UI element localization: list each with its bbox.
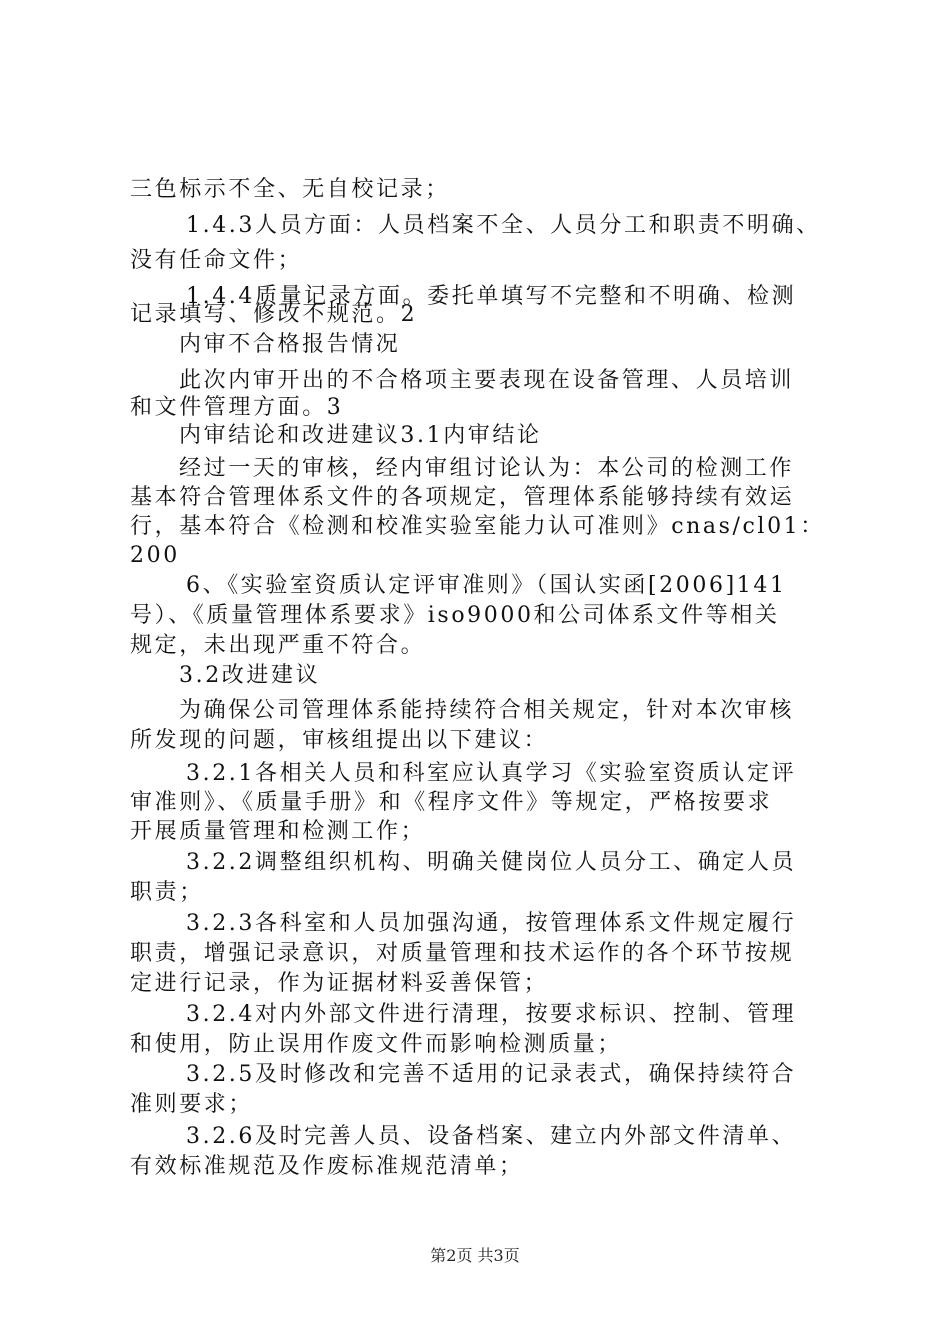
text-line: 和使用，防止误用作废文件而影响检测质量； [130, 1032, 623, 1057]
text-line: 号）、《质量管理体系要求》iso9000和公司体系文件等相关 [130, 603, 780, 628]
page-number-footer: 第2页 共3页 [430, 1246, 520, 1265]
text-line: 规定，未出现严重不符合。 [130, 633, 426, 658]
text-line: 定进行记录，作为证据材料妥善保管； [130, 971, 549, 996]
text-line: 经过一天的审核，经内审组讨论认为：本公司的检测工作 [179, 456, 795, 481]
text-line: 6、《实验室资质认定评审准则》（国认实函[2006]141 [186, 573, 787, 598]
text-line: 和文件管理方面。3 [130, 395, 344, 420]
text-line: 准则要求； [130, 1092, 254, 1117]
text-line: 1.4.4质量记录方面。委托单填写不完整和不明确、检测 [186, 284, 797, 309]
text-line: 3.2.1各相关人员和科室应认真学习《实验室资质认定评 [186, 761, 797, 786]
text-line: 3.2改进建议 [179, 663, 321, 688]
text-line: 内审不合格报告情况 [179, 332, 401, 357]
text-line: 3.2.6及时完善人员、设备档案、建立内外部文件清单、 [186, 1124, 797, 1149]
text-line: 没有任命文件； [130, 248, 303, 273]
text-line: 3.2.4对内外部文件进行清理，按要求标识、控制、管理 [186, 1002, 797, 1027]
text-line: 3.2.5及时修改和完善不适用的记录表式，确保持续符合 [186, 1062, 797, 1087]
text-line: 3.2.2调整组织机构、明确关健岗位人员分工、确定人员 [186, 850, 797, 875]
text-line: 1.4.3人员方面：人员档案不全、人员分工和职责不明确、 [186, 213, 821, 238]
text-line: 三色标示不全、无自校记录； [130, 177, 450, 202]
text-line: 职责； [130, 880, 204, 905]
text-line: 此次内审开出的不合格项主要表现在设备管理、人员培训 [179, 368, 795, 393]
text-line: 基本符合管理体系文件的各项规定，管理体系能够持续有效运 [130, 485, 795, 510]
text-line: 记录填写、修改不规范。2 [130, 302, 418, 327]
text-line: 开展质量管理和检测工作； [130, 819, 426, 844]
text-line: 为确保公司管理体系能持续符合相关规定，针对本次审核 [179, 698, 795, 723]
text-line: 审准则》、《质量手册》和《程序文件》等规定，严格按要求 [130, 790, 773, 815]
text-line: 3.2.3各科室和人员加强沟通，按管理体系文件规定履行 [186, 911, 797, 936]
text-line: 所发现的问题，审核组提出以下建议： [130, 728, 549, 753]
text-line: 职责，增强记录意识，对质量管理和技术运作的各个环节按规 [130, 941, 795, 966]
text-line: 200 [130, 543, 180, 568]
text-line: 内审结论和改进建议3.1内审结论 [179, 423, 542, 448]
text-line: 有效标准规范及作废标准规范清单； [130, 1154, 524, 1179]
text-line: 行，基本符合《检测和校准实验室能力认可准则》cnas/cl01： [130, 514, 825, 539]
